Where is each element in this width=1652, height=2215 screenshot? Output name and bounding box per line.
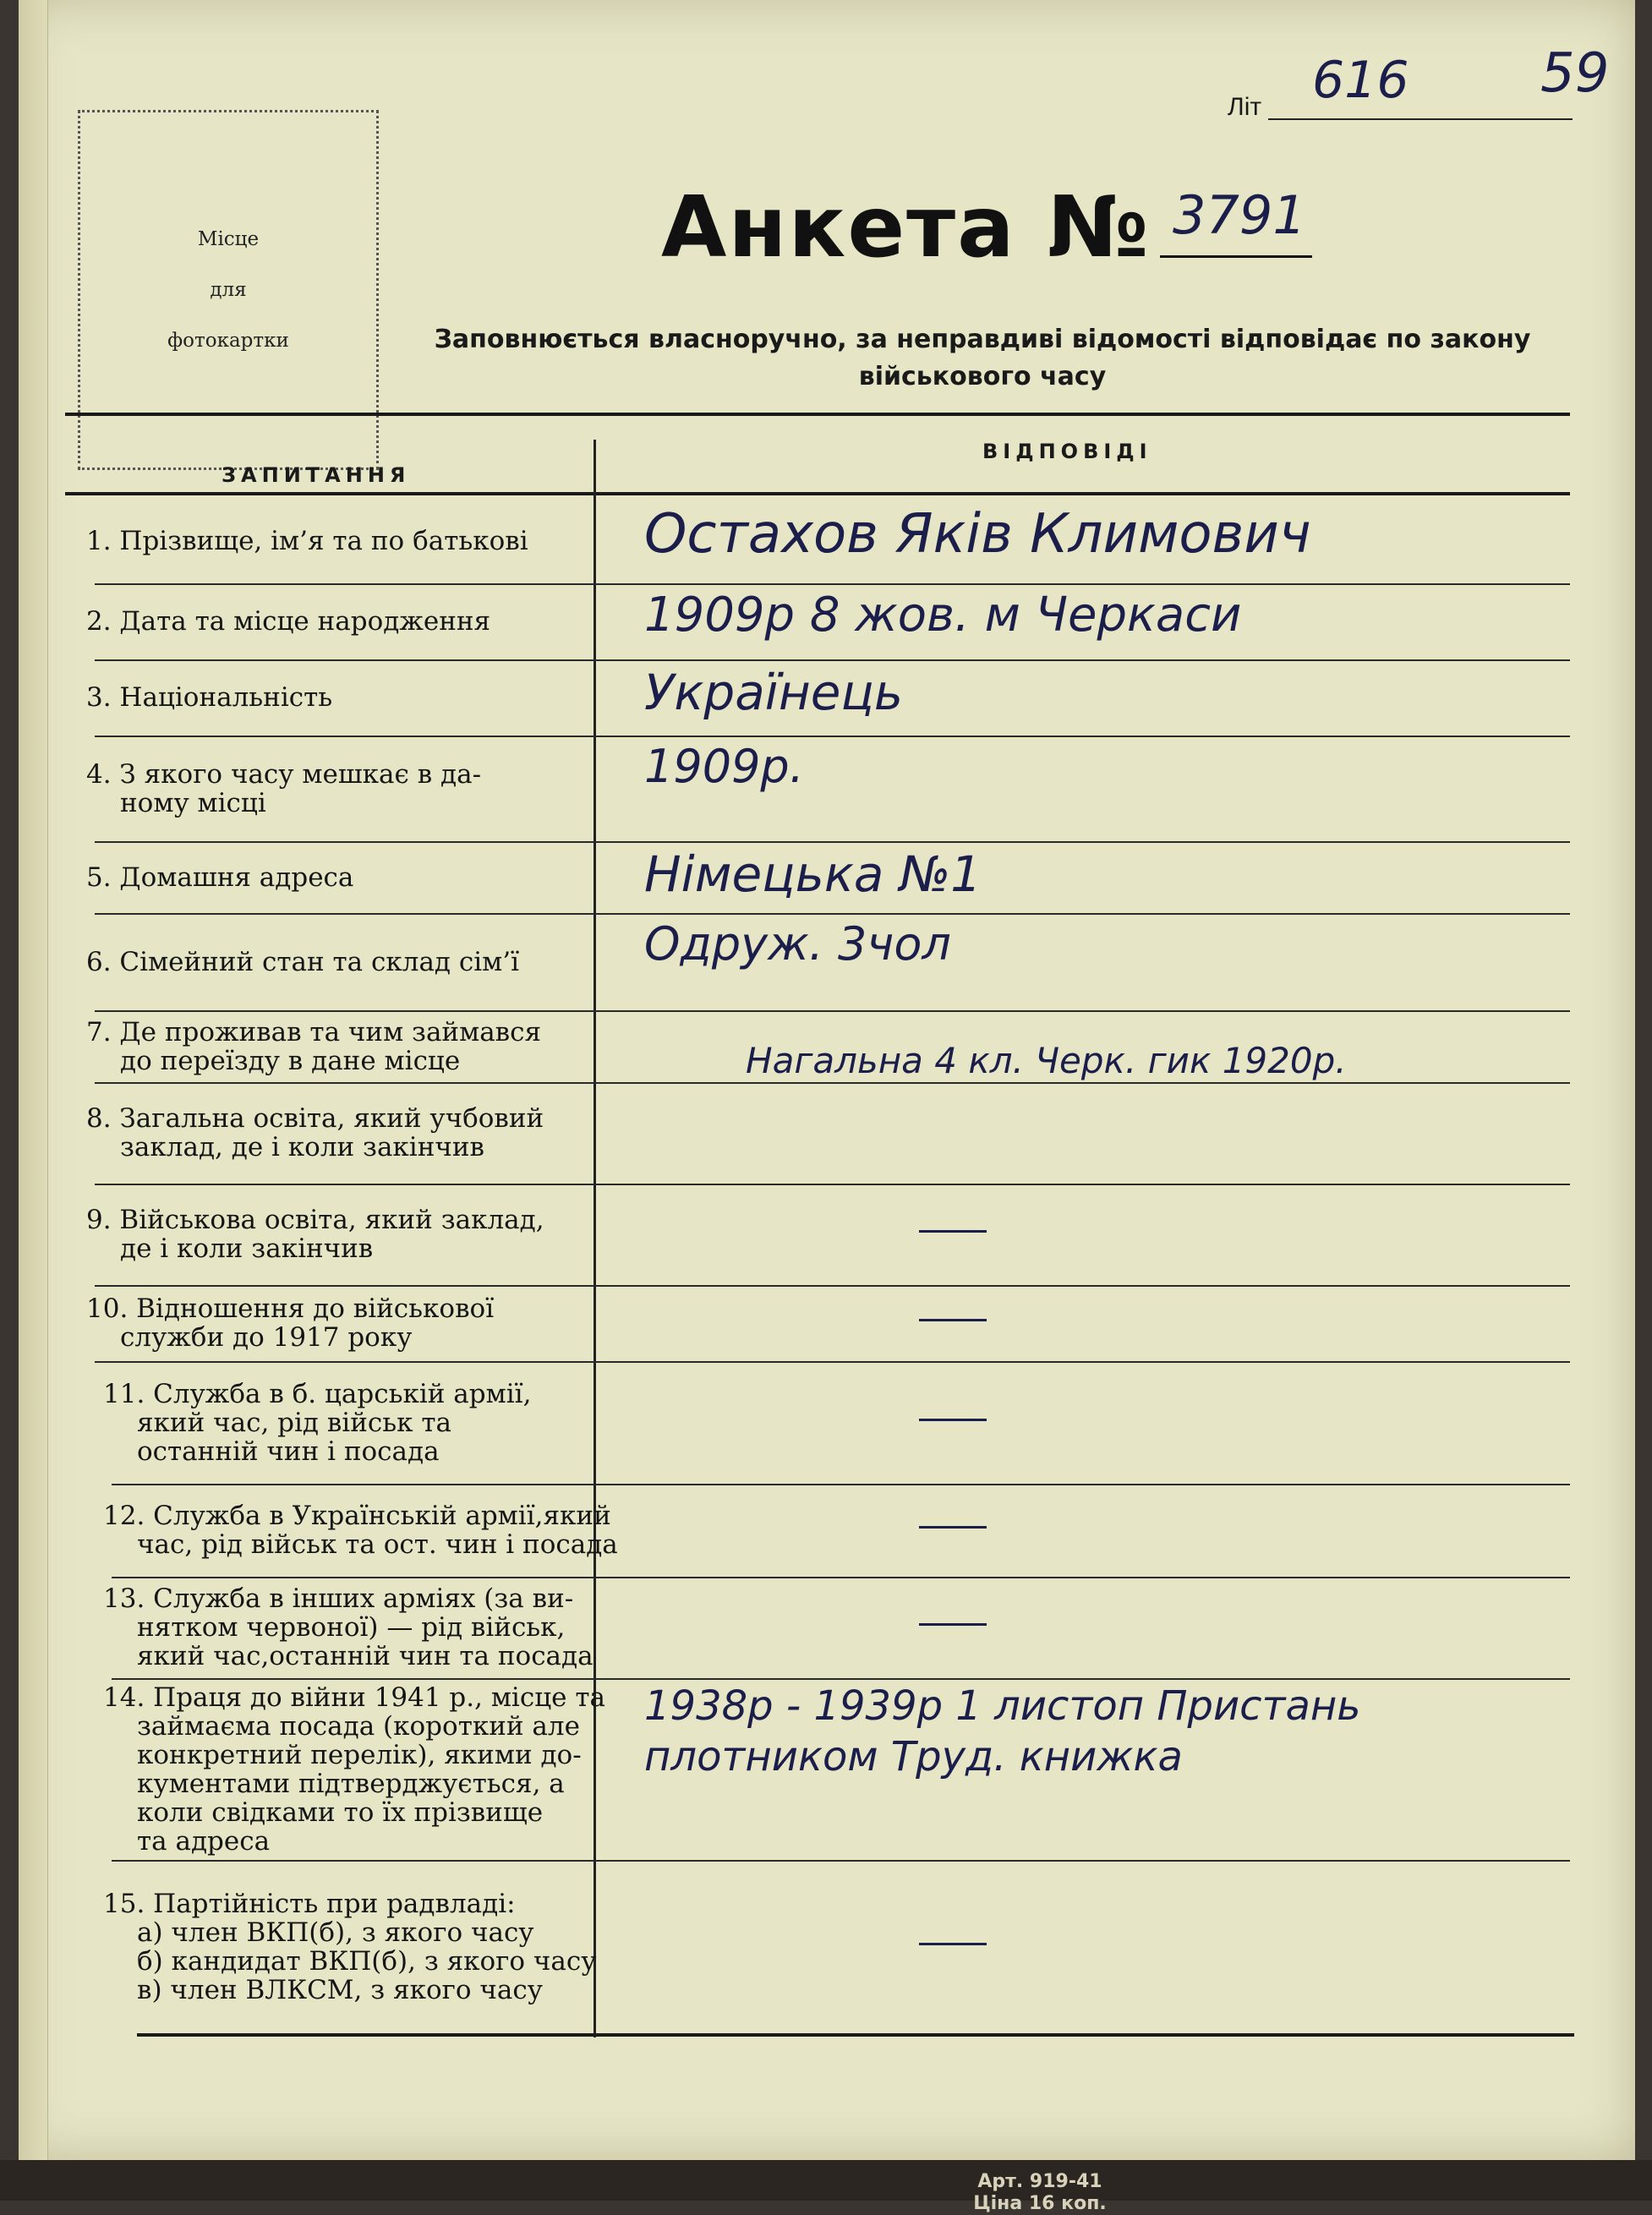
answer-text: Одруж. 3чол xyxy=(644,917,951,971)
answer-dash xyxy=(919,1526,987,1529)
answer-text: Остахов Яків Климович xyxy=(644,503,1311,566)
answer-text xyxy=(915,1299,916,1300)
answer-dash xyxy=(919,1623,987,1626)
question-line: до переїзду в дане місце xyxy=(120,1045,461,1076)
question-line: б) кандидат ВКП(б), з якого часу xyxy=(137,1945,597,1977)
form-number: 3791 xyxy=(1173,184,1306,246)
answer-text xyxy=(915,1399,916,1400)
row-divider xyxy=(95,1082,1570,1084)
answer-text: плотником Труд. книжка xyxy=(644,1733,1183,1780)
row-divider xyxy=(95,1010,1570,1012)
header-bottom-rule xyxy=(65,492,1570,495)
form-subtitle xyxy=(416,321,1549,396)
question-line: 4. З якого часу мешкає в да- xyxy=(86,758,482,790)
answer-text: 1909р. xyxy=(644,740,804,793)
question-line: 13. Служба в інших арміях (за ви- xyxy=(103,1583,574,1614)
question-line: останній чин і посада xyxy=(137,1436,440,1467)
question-line: де і коли закінчив xyxy=(120,1233,374,1264)
question-line: час, рід військ та ост. чин і посада xyxy=(137,1529,618,1560)
question-text xyxy=(86,948,519,976)
question-text xyxy=(103,1683,605,1856)
question-text xyxy=(103,1501,618,1559)
form-sheet xyxy=(19,0,1635,2160)
row-divider xyxy=(112,1484,1570,1485)
answer-dash xyxy=(919,1943,987,1945)
row-divider xyxy=(95,841,1570,843)
question-line: займаєма посада (короткий але xyxy=(137,1711,580,1742)
question-text xyxy=(86,1206,544,1263)
row-divider xyxy=(95,913,1570,915)
question-line: який час, рід військ та xyxy=(137,1407,451,1438)
question-text xyxy=(86,1104,544,1162)
question-line: 8. Загальна освіта, який учбовий xyxy=(86,1103,544,1134)
subtitle-line-1: Заповнюється власноручно, за неправдиві відомості відповідає по закону xyxy=(434,325,1531,354)
answer-text xyxy=(915,1604,916,1605)
row-divider xyxy=(95,1184,1570,1185)
print-line-1: Арт. 919-41 xyxy=(977,2171,1102,2192)
table-bottom-rule xyxy=(137,2033,1574,2037)
background-strip xyxy=(0,2160,1652,2201)
question-line: служби до 1917 року xyxy=(120,1322,413,1353)
answer-text: Українець xyxy=(644,664,904,721)
row-divider xyxy=(95,659,1570,661)
question-line: та адреса xyxy=(137,1826,271,1857)
answer-text xyxy=(915,1923,916,1924)
questions-header: ЗАПИТАННЯ xyxy=(222,463,411,487)
question-line: 10. Відношення до військової xyxy=(86,1293,495,1324)
question-text xyxy=(86,1294,494,1352)
question-text xyxy=(103,1380,531,1466)
question-line: 1. Прізвище, ім’я та по батькові xyxy=(86,526,528,556)
row-divider xyxy=(95,583,1570,585)
question-line: кументами підтверджується, а xyxy=(137,1769,565,1799)
question-line: який час,останній чин та посада xyxy=(137,1641,594,1671)
question-text xyxy=(103,1584,594,1671)
photo-label-line-2: для xyxy=(210,279,247,301)
question-line: 14. Праця до війни 1941 р., місце та xyxy=(103,1682,605,1713)
question-line: 12. Служба в Українській армії,який xyxy=(103,1501,611,1531)
question-line: ному місці xyxy=(120,787,266,818)
question-line: 6. Сімейний стан та склад сім’ї xyxy=(86,946,520,977)
row-divider xyxy=(112,1860,1570,1862)
question-line: конкретний перелік), якими до- xyxy=(137,1740,582,1770)
row-divider xyxy=(95,1285,1570,1287)
corner-number: 59 xyxy=(1540,42,1610,105)
question-text xyxy=(86,760,481,818)
answer-text: 1909р 8 жов. м Черкаси xyxy=(644,588,1242,643)
question-line: 2. Дата та місце народження xyxy=(86,606,491,637)
question-line: в) член ВЛКСМ, з якого часу xyxy=(137,1974,543,2005)
answer-dash xyxy=(919,1319,987,1321)
row-divider xyxy=(95,736,1570,737)
question-line: коли свідками то їх прізвище xyxy=(137,1797,544,1828)
subtitle-line-2: військового часу xyxy=(858,362,1107,391)
answers-header: ВІДПОВІДІ xyxy=(982,440,1152,463)
answer-text: Німецька №1 xyxy=(644,845,982,903)
question-line: 15. Партійність при радвладі: xyxy=(103,1888,516,1919)
question-line: 5. Домашня адреса xyxy=(86,861,354,893)
form-number-underline xyxy=(1160,255,1312,258)
question-text xyxy=(86,1018,541,1075)
question-text xyxy=(103,1890,597,2004)
question-line: 7. Де проживав та чим займався xyxy=(86,1016,542,1047)
photo-label-line-3: фотокартки xyxy=(167,330,289,352)
question-line: 11. Служба в б. царській армії, xyxy=(103,1378,532,1409)
question-text xyxy=(86,607,490,636)
lit-handwritten: 616 xyxy=(1312,51,1409,110)
photo-label-line-1: Місце xyxy=(197,228,260,250)
answer-text: Нагальна 4 кл. Черк. гик 1920р. xyxy=(746,1040,1347,1081)
print-line-2: Ціна 16 коп. xyxy=(973,2193,1107,2214)
question-line: нятком червоної) — рід військ, xyxy=(137,1612,566,1643)
answer-text: 1938р - 1939р 1 листоп Пристань xyxy=(644,1682,1361,1730)
question-line: 3. Національність xyxy=(86,682,333,713)
photo-placeholder xyxy=(78,110,379,470)
row-divider xyxy=(95,1361,1570,1363)
question-text xyxy=(86,863,353,892)
lit-label: Літ xyxy=(1228,93,1262,121)
question-line: 9. Військова освіта, який заклад, xyxy=(86,1205,544,1235)
question-line: заклад, де і коли закінчив xyxy=(120,1132,484,1162)
form-title: Анкета № xyxy=(661,178,1151,276)
lit-underline xyxy=(1268,118,1573,120)
header-top-rule xyxy=(65,413,1570,416)
question-text xyxy=(86,527,528,555)
row-divider xyxy=(112,1577,1570,1578)
print-info xyxy=(913,2171,1167,2215)
question-line: а) член ВКП(б), з якого часу xyxy=(137,1917,534,1948)
answer-dash xyxy=(919,1230,987,1233)
question-text xyxy=(86,683,332,712)
answer-dash xyxy=(919,1419,987,1421)
binding-edge xyxy=(19,0,48,2160)
row-divider xyxy=(112,1678,1570,1680)
